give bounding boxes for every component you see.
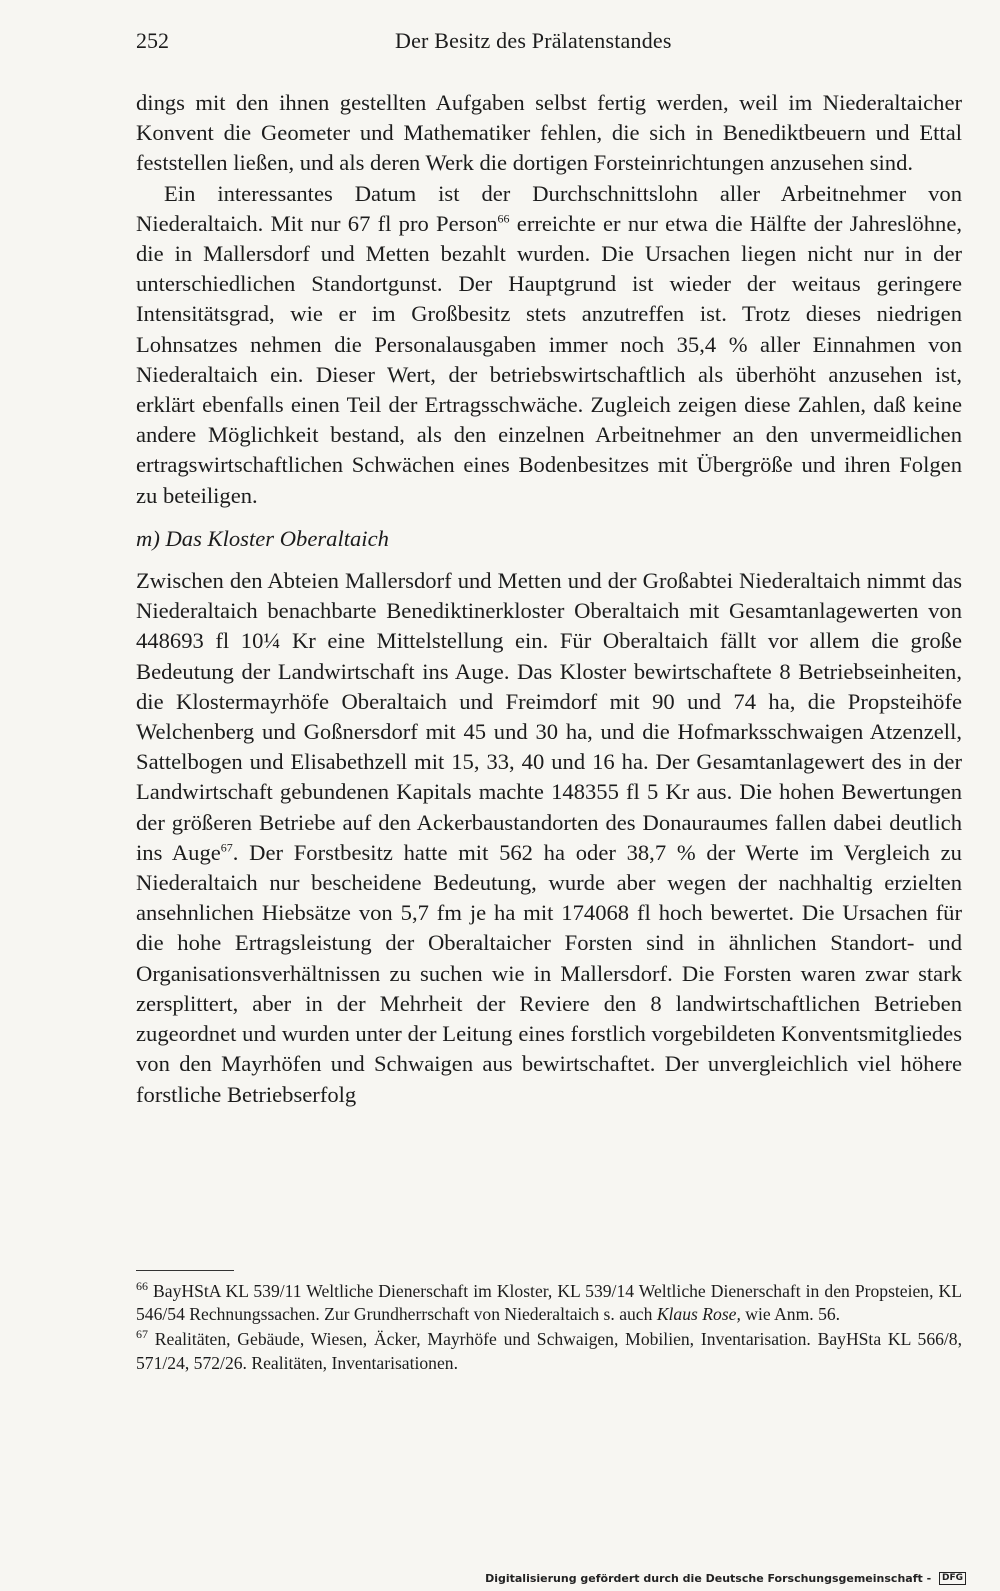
footnote-67 <box>136 1328 962 1374</box>
digitization-note: Digitalisierung gefördert durch die Deutsche Forschungsgemeinschaft - <box>485 1571 932 1585</box>
paragraph-1: dings mit den ihnen gestellten Aufgaben selbst fertig werden, weil im Niederaltaicher Konvent die Geometer und Mathematiker fehlen, die sich in Benediktbeuern und Ettal feststellen ließen, und als deren Werk die dortigen Forsteinrichtungen anzusehen sind. <box>136 90 962 176</box>
page-number: 252 <box>136 28 169 53</box>
running-title: Der Besitz des Prälatenstandes <box>395 28 672 53</box>
footnote-67-text: Realitäten, Gebäude, Wiesen, Äcker, Mayrhöfe und Schwaigen, Mobilien, Inventarisation. BayHSta KL 566/8, 571/24, 572/26. Realitäten, Inventarisationen. <box>136 1329 962 1373</box>
paragraph-3-text-b: . Der Forstbesitz hatte mit 562 ha oder 38,7 % der Werte im Vergleich zu Niederaltaich nur bescheidene Bedeutung, wurde aber wegen der nachhaltig erzielten ansehnlichen Hiebsätze von 5,7 fm je ha mit 174068 fl hoch bewertet. Die Ursachen für die hohe Ertragsleistung der Oberaltaicher Forsten sind in ähnlichen Standort- und Organisationsverhältnissen zu suchen wie in Mallersdorf. Die Forsten waren zwar stark zersplittert, aber in der Mehrheit der Reviere den 8 landwirtschaftlichen Betrieben zugeordnet und wurden unter der Leitung eines forstlich vorgebildeten Konventsmitgliedes von den Mayrhöfen und Schwaigen aus bewirtschaftet. Der unvergleichlich viel höhere forstliche Betriebserfolg <box>136 839 962 1107</box>
footnote-66-text-b: wie Anm. 56. <box>740 1304 841 1325</box>
footnotes <box>136 1280 962 1377</box>
footnote-ref-66: 66 <box>497 211 510 226</box>
paragraph-2-text-a: Ein interessantes Datum ist der Durchschnittslohn aller Arbeitnehmer von Niederaltaich. Mit nur 67 fl pro Person <box>136 180 962 236</box>
section-heading: m) Das Kloster Oberaltaich <box>136 525 389 551</box>
dfg-logo: DFG <box>939 1572 966 1585</box>
paragraph-3 <box>136 566 962 1110</box>
body-text <box>136 88 962 1110</box>
paragraph-2 <box>136 179 962 511</box>
footnote-66 <box>136 1280 962 1326</box>
footnote-66-author: Klaus Rose, <box>656 1304 741 1325</box>
footnote-rule <box>136 1270 234 1271</box>
footnote-67-number: 67 <box>136 1327 148 1342</box>
footnote-66-number: 66 <box>136 1279 148 1294</box>
paragraph-2-text-b: erreichte er nur etwa die Hälfte der Jahreslöhne, die in Mallersdorf und Metten bezahlt wurden. Die Ursachen liegen nicht nur in der unterschiedlichen Standortgunst. Der Hauptgrund ist wieder der weitaus geringere Intensitätsgrad, wie er im Großbesitz stets anzutreffen ist. Trotz dieses niedrigen Lohnsatzes nehmen die Personalausgaben immer noch 35,4 % aller Einnahmen von Niederaltaich ein. Dieser Wert, der betriebswirtschaftlich als überhöht anzusehen ist, erklärt ebenfalls einen Teil der Ertragsschwäche. Zugleich zeigen diese Zahlen, daß keine andere Möglichkeit bestand, als den einzelnen Arbeitnehmer an den unvermeidlichen ertragswirtschaftlichen Schwächen eines Bodenbesitzes mit Übergröße und ihren Folgen zu beteiligen. <box>136 210 962 508</box>
footnote-66-text-a: BayHStA KL 539/11 Weltliche Dienerschaft im Kloster, KL 539/14 Weltliche Dienerschaft in den Propsteien, KL 546/54 Rechnungssachen. Zur Grundherrschaft von Niederaltaich s. auch <box>136 1281 962 1325</box>
footnote-ref-67: 67 <box>220 840 233 855</box>
paragraph-3-text-a: Zwischen den Abteien Mallersdorf und Metten und der Großabtei Niederaltaich nimmt das Niederaltaich benachbarte Benediktinerkloster Oberaltaich mit Gesamtanlagewerten von 448693 fl 10¼ Kr eine Mittelstellung ein. Für Oberaltaich fällt vor allem die große Bedeutung der Landwirtschaft ins Auge. Das Kloster bewirtschaftete 8 Betriebseinheiten, die Klostermayrhöfe Oberaltaich und Freimdorf mit 90 und 74 ha, die Propsteihöfe Welchenberg und Goßnersdorf mit 45 und 30 ha, und die Hofmarksschwaigen Atzenzell, Sattelbogen und Elisabethzell mit 15, 33, 40 und 16 ha. Der Gesamtanlagewert des in der Landwirtschaft gebundenen Kapitals machte 148355 fl 5 Kr aus. Die hohen Bewertungen der größeren Betriebe auf den Ackerbaustandorten des Donauraumes fallen dabei deutlich ins Auge <box>136 568 962 865</box>
digitization-footer <box>485 1572 966 1586</box>
